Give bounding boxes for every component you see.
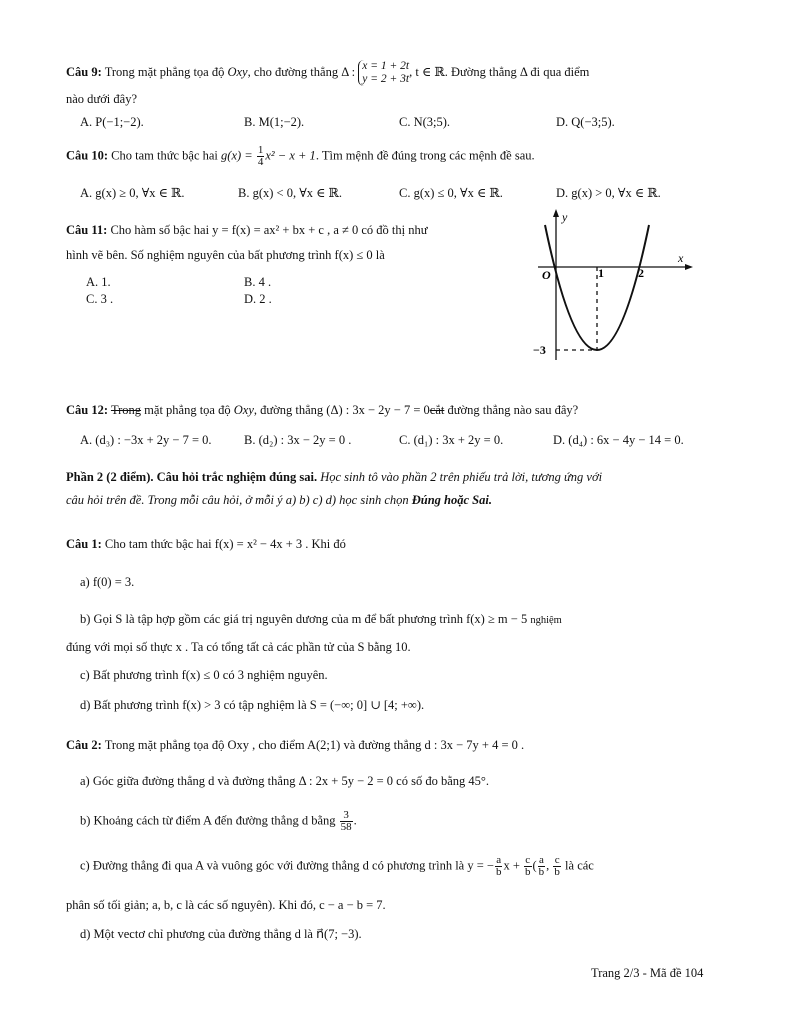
q10-line1	[66, 145, 535, 168]
p2-c-end: là các	[565, 858, 594, 873]
p2-item-d: d) Một vectơ chỉ phương của đường thẳng d là n⃗(7; −3).	[80, 927, 362, 941]
q12-option-b: B. (d₂) : 3x − 2y = 0 .	[244, 433, 352, 447]
p2-c-f3-den: b	[538, 866, 545, 878]
p1-item-b-line2: đúng với mọi số thực x . Ta có tổng tất cả các phần tử của S bằng 10.	[66, 640, 411, 654]
q11-label: Câu 11:	[66, 223, 108, 237]
p1-item-b-text: b) Gọi S là tập hợp gồm các giá trị nguyên dương của m để bất phương trình f(x) ≥ m − 5	[80, 612, 528, 626]
q9-option-a: A. P(−1;−2).	[80, 115, 144, 129]
p2-label: Câu 2:	[66, 738, 102, 752]
q9-system	[358, 60, 409, 86]
q10-g-rhs: x² − x + 1	[265, 148, 316, 163]
p2-c-frac4	[553, 855, 561, 878]
q11-x-label: x	[678, 251, 684, 265]
q11-origin-label: O	[542, 268, 551, 282]
q10-g-lhs: g(x) =	[221, 148, 253, 163]
q9-param: , t ∈ ℝ	[409, 64, 445, 79]
q10-text-after: . Tìm mệnh đề đúng trong các mệnh đề sau.	[315, 148, 535, 163]
q12-struck-word: Trong	[110, 403, 142, 417]
q11-min-label: −3	[533, 343, 546, 357]
p2-c-f2-den: b	[525, 866, 531, 878]
part2-instruction-3: Đúng hoặc Sai.	[411, 493, 492, 507]
p2-intro-text: Trong mặt phẳng tọa độ Oxy , cho điểm A(2;1) và đường thẳng d : 3x − 7y + 4 = 0 .	[104, 738, 525, 752]
q9-text: Trong mặt phẳng tọa độ	[104, 64, 225, 79]
p2-c-f2-num: c	[525, 854, 531, 866]
p2-c-f1-den: b	[495, 866, 502, 878]
q9-oxy: Oxy	[227, 64, 248, 79]
p1-item-b-line1	[80, 612, 562, 627]
part2-instruction-1: Học sinh tô vào phần 2 trên phiếu trả lời, tương ứng với	[320, 470, 603, 484]
p1-item-b-small: nghiệm	[530, 615, 562, 626]
q12-option-c: C. (d₁) : 3x + 2y = 0.	[399, 433, 504, 447]
q10-option-a: A. g(x) ≥ 0, ∀x ∈ ℝ.	[80, 186, 185, 200]
p1-item-c: c) Bất phương trình f(x) ≤ 0 có 3 nghiệm nguyên.	[80, 668, 328, 682]
q11-x-arrow	[685, 264, 693, 270]
p2-item-b-text: b) Khoảng cách từ điểm A đến đường thẳng d bằng	[80, 813, 336, 828]
p1-intro	[66, 537, 346, 552]
p2-item-c-line2: phân số tối giản; a, b, c là các số nguyên). Khi đó, c − a − b = 7.	[66, 898, 386, 912]
part2-line1	[66, 470, 602, 485]
p2-c-frac1	[495, 855, 503, 878]
q9-option-d: D. Q(−3;5).	[556, 115, 615, 129]
p2-c-f4-num: c	[554, 854, 560, 866]
p1-intro-text: Cho tam thức bậc hai f(x) = x² − 4x + 3 . Khi đó	[104, 537, 346, 551]
q11-option-d: D. 2 .	[244, 292, 272, 306]
q11-option-a: A. 1.	[86, 275, 111, 289]
part2-line2	[66, 493, 492, 508]
p2-item-c-line1	[80, 855, 594, 878]
q11-option-b: B. 4 .	[244, 275, 272, 289]
p2-b-frac-num: 3	[340, 810, 353, 822]
q11-text1: Cho hàm số bậc hai y = f(x) = ax² + bx + c , a ≠ 0 có đồ thị như	[110, 223, 428, 237]
p2-c-frac2	[524, 855, 532, 878]
q9-sys-line2: y = 2 + 3t	[362, 73, 410, 85]
q12-oxy: Oxy	[233, 403, 254, 417]
p2-c-paren: (	[532, 858, 537, 873]
p1-item-d: d) Bất phương trình f(x) > 3 có tập nghiệm là S = (−∞; 0] ∪ [4; +∞).	[80, 698, 425, 712]
page-footer: Trang 2/3 - Mã đề 104	[591, 966, 704, 980]
q12-line1	[66, 403, 578, 418]
q11-tick-1: 1	[598, 266, 604, 280]
p2-c-f4-den: b	[554, 866, 560, 878]
part2-instruction-2: câu hỏi trên đề. Trong mỗi câu hỏi, ở mỗi ý a) b) c) d) học sinh chọn	[66, 493, 409, 507]
p2-c-frac3	[538, 855, 546, 878]
q9-label: Câu 9:	[66, 64, 102, 79]
q10-frac-num: 1	[257, 144, 264, 156]
p2-c-f1-num: a	[496, 854, 502, 866]
q11-y-arrow	[553, 209, 559, 217]
q9-line2: nào dưới đây?	[66, 92, 138, 106]
q11-tick-2: 2	[638, 266, 644, 280]
p2-item-b-end: .	[353, 813, 357, 828]
q11-option-c: C. 3 .	[86, 292, 114, 306]
q10-fraction	[257, 145, 265, 168]
q9-text-after: . Đường thẳng Δ đi qua điểm	[444, 64, 590, 79]
p2-item-a: a) Góc giữa đường thẳng d và đường thẳng Δ : 2x + 5y − 2 = 0 có số đo bằng 45°.	[80, 774, 489, 788]
p2-intro	[66, 738, 524, 753]
part2-heading: Phần 2 (2 điểm). Câu hỏi trắc nghiệm đúng sai.	[66, 470, 318, 484]
p2-c-mid: x +	[503, 858, 520, 873]
q9-text-mid: , cho đường thẳng Δ :	[247, 64, 356, 79]
q12-struck-word-2: cắt	[429, 403, 445, 417]
p2-item-b	[80, 810, 357, 833]
p1-label: Câu 1:	[66, 537, 102, 551]
q10-frac-den: 4	[257, 156, 264, 168]
q12-text-mid: , đường thẳng (Δ) : 3x − 2y − 7 = 0	[253, 403, 430, 417]
q12-text-after: đường thẳng nào sau đây?	[447, 403, 579, 417]
q12-label: Câu 12:	[66, 403, 109, 417]
q9-option-c: C. N(3;5).	[399, 115, 451, 129]
p2-item-c-text: c) Đường thẳng đi qua A và vuông góc với đường thẳng d có phương trình là y = −	[80, 858, 494, 873]
q11-parabola-graph	[530, 205, 700, 365]
p2-item-b-fraction	[340, 810, 353, 833]
q10-option-c: C. g(x) ≤ 0, ∀x ∈ ℝ.	[399, 186, 503, 200]
q9-sys-line1: x = 1 + 2t	[362, 60, 410, 72]
p2-b-frac-den: 58	[340, 821, 352, 833]
p1-item-a: a) f(0) = 3.	[80, 575, 135, 589]
p2-c-f3-num: a	[538, 854, 544, 866]
q11-line1	[66, 223, 428, 238]
q10-label: Câu 10:	[66, 148, 109, 163]
q10-option-b: B. g(x) < 0, ∀x ∈ ℝ.	[238, 186, 343, 200]
q12-option-d: D. (d₄) : 6x − 4y − 14 = 0.	[553, 433, 684, 447]
q12-option-a: A. (d₃) : −3x + 2y − 7 = 0.	[80, 433, 212, 447]
q10-option-d: D. g(x) > 0, ∀x ∈ ℝ.	[556, 186, 661, 200]
q9-option-b: B. M(1;−2).	[244, 115, 305, 129]
q10-text: Cho tam thức bậc hai	[111, 148, 218, 163]
q11-text2: hình vẽ bên. Số nghiệm nguyên của bất phương trình f(x) ≤ 0 là	[66, 248, 385, 262]
q12-text: mặt phẳng tọa độ	[144, 403, 231, 417]
q11-y-label: y	[562, 210, 568, 224]
p2-c-comma: ,	[546, 858, 550, 873]
q9-line1	[66, 60, 589, 86]
